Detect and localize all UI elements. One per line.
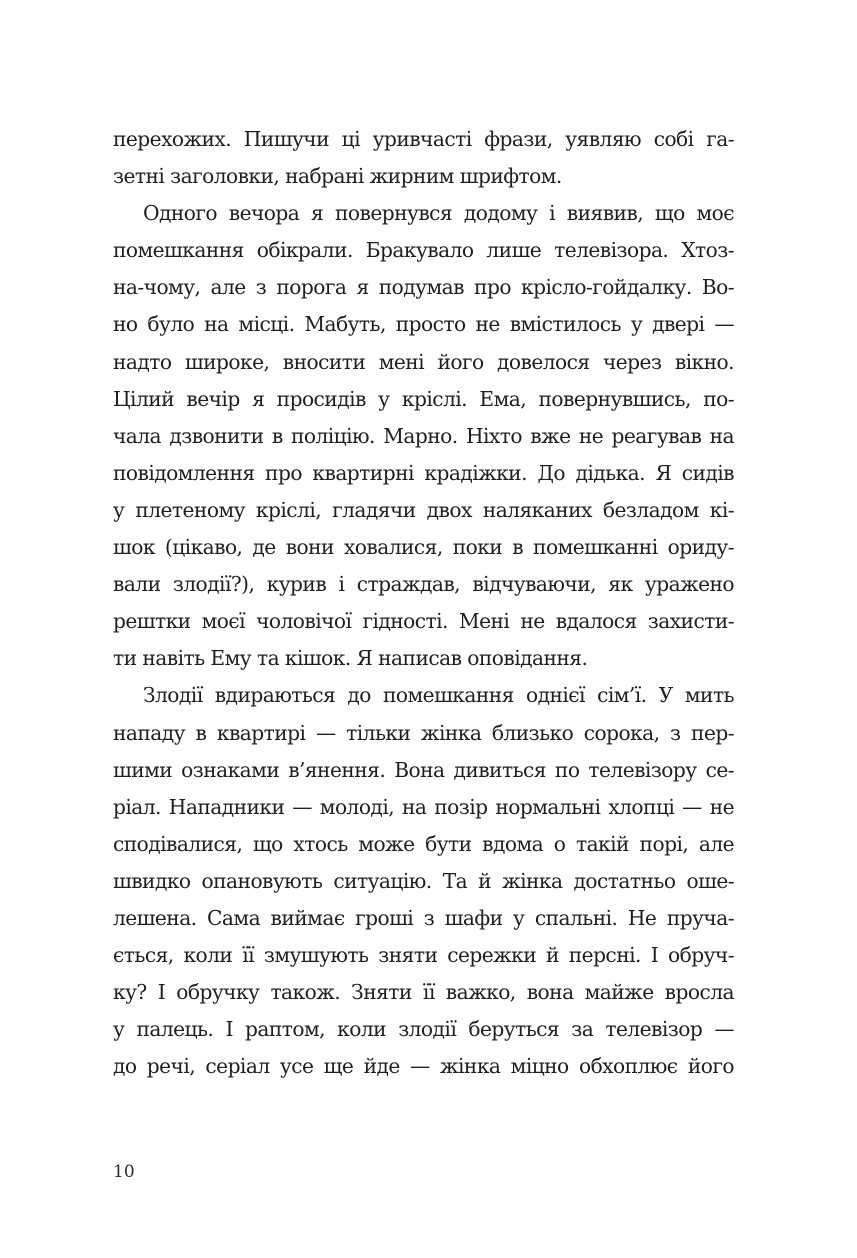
text-line: зетні заголовки, набрані жирним шрифтом. bbox=[113, 164, 562, 189]
body-text bbox=[113, 121, 734, 1085]
text-line: нападу в квартирі — тільки жінка близько сорока, з пер- bbox=[113, 720, 734, 745]
text-line: на-чому, але з порога я подумав про крісло-гойдалку. Во- bbox=[113, 275, 734, 300]
text-line: ріал. Нападники — молоді, на позір нормальні хлопці — не bbox=[113, 794, 734, 819]
text-line: у плетеному кріслі, гладячи двох наляканих безладом кі- bbox=[113, 497, 734, 522]
text-line: ти навіть Ему та кішок. Я написав оповідання. bbox=[113, 646, 588, 671]
text-line: шими ознаками в’янення. Вона дивиться по телевізору се- bbox=[113, 757, 734, 782]
text-line: чала дзвонити в поліцію. Марно. Ніхто вже не реагував на bbox=[113, 423, 734, 448]
text-line: помешкання обікрали. Бракувало лише телевізора. Хтоз- bbox=[113, 238, 734, 263]
text-line: Цілий вечір я просидів у кріслі. Ема, повернувшись, по- bbox=[113, 386, 734, 411]
page-number: 10 bbox=[113, 1162, 135, 1182]
text-line: рештки моєї чоловічої гідності. Мені не вдалося захисти- bbox=[113, 609, 734, 634]
text-line: до речі, серіал усе ще йде — жінка міцно обхоплює його bbox=[113, 1054, 734, 1079]
text-line: вали злодії?), курив і страждав, відчуваючи, як уражено bbox=[113, 572, 734, 597]
text-line: Злодії вдираються до помешкання однієї сім’ї. У мить bbox=[143, 683, 734, 708]
text-line: сподівалися, що хтось може бути вдома о такій порі, але bbox=[113, 831, 734, 856]
text-line: у палець. І раптом, коли злодії беруться за телевізор — bbox=[113, 1017, 734, 1042]
text-line: Одного вечора я повернувся додому і виявив, що моє bbox=[143, 201, 734, 226]
text-line: надто широке, вносити мені його довелося через вікно. bbox=[113, 349, 734, 374]
text-line: шок (цікаво, де вони ховалися, поки в помешканні ориду- bbox=[113, 535, 734, 560]
text-line: но було на місці. Мабуть, просто не вмістилось у двері — bbox=[113, 312, 734, 337]
text-line: повідомлення про квартирні крадіжки. До дідька. Я сидів bbox=[113, 460, 734, 485]
text-line: перехожих. Пишучи ці уривчасті фрази, уявляю собі га- bbox=[113, 127, 734, 151]
text-line: ку? І обручку також. Зняти її важко, вона майже вросла bbox=[113, 980, 734, 1005]
text-line: швидко опановують ситуацію. Та й жінка достатньо оше- bbox=[113, 868, 734, 893]
text-line: ється, коли її змушують зняти сережки й персні. І обруч- bbox=[113, 943, 734, 968]
text-line: лешена. Сама виймає гроші з шафи у спальні. Не пруча- bbox=[113, 905, 734, 930]
